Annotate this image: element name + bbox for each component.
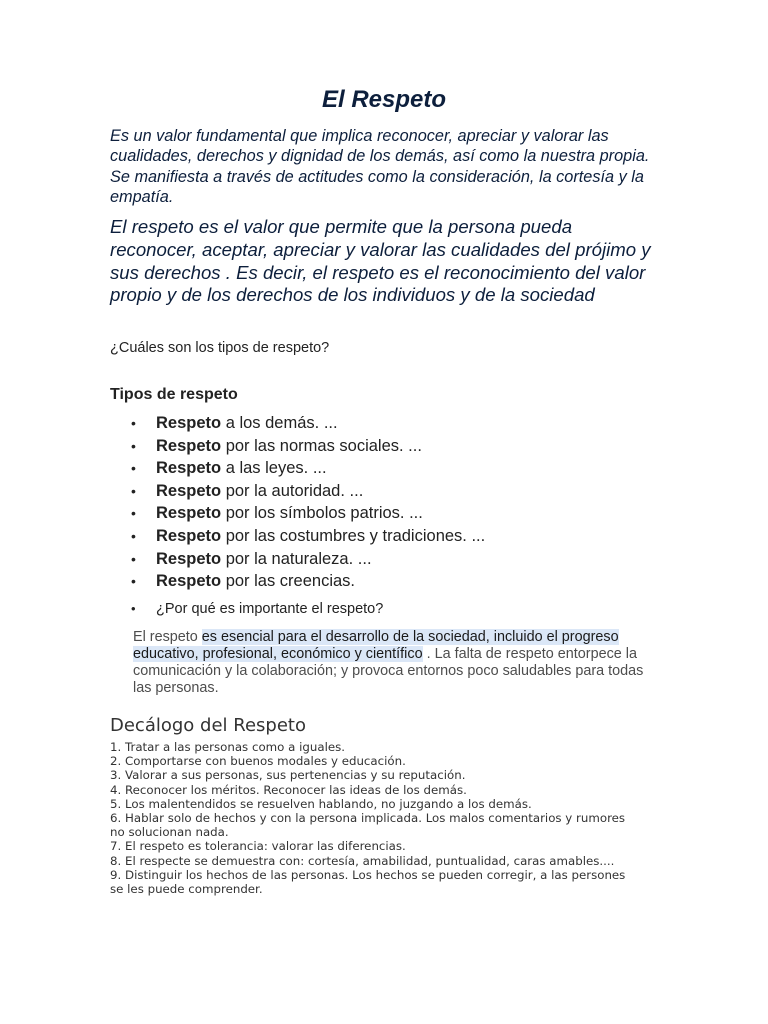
list-item (156, 502, 656, 525)
list-item (156, 525, 656, 548)
definition-paragraph: El respeto es el valor que permite que la persona pueda reconocer, aceptar, apreciar y valorar las cualidades del prójimo y sus derechos . Es decir, el respeto es el reconocimiento del valor propio y de los derechos de los individuos y de la sociedad (110, 216, 651, 306)
list-item (156, 570, 656, 593)
list-item-bold: Respeto (156, 436, 222, 455)
list-item-bold: Respeto (156, 549, 222, 568)
importance-paragraph (133, 629, 663, 697)
page-title: El Respeto (321, 86, 447, 113)
importance-suffix: . La falta de respeto entorpece la comunicación y la colaboración; y provoca entornos poco saludables para todas las personas. (133, 646, 644, 696)
list-item-text: por la autoridad. ... (221, 481, 364, 500)
list-item (156, 435, 656, 458)
list-item-bold: Respeto (156, 414, 222, 432)
decalogo-item: 6. Hablar solo de hechos y con la persona implicada. Los malos comentarios y rumores no solucionan nada. (110, 811, 626, 840)
decalogo-item: 7. El respeto es tolerancia: valorar las diferencias. (110, 839, 406, 854)
decalogo-item: 9. Distinguir los hechos de las personas. Los hechos se pueden corregir, a las persones se les puede comprender. (110, 867, 626, 897)
decalogo-heading: Decálogo del Respeto (110, 715, 306, 736)
list-item-text: por la naturaleza. ... (221, 549, 372, 568)
decalogo-item: 2. Comportarse con buenos modales y educación. (110, 754, 406, 769)
types-heading: Tipos de respeto (110, 386, 238, 403)
list-item (156, 457, 656, 480)
intro-paragraph: Es un valor fundamental que implica reconocer, apreciar y valorar las cualidades, derechos y dignidad de los demás, así como la nuestra propia. Se manifiesta a través de actitudes como la consideración, la cortesía y la empatía. (110, 127, 650, 206)
decalogo-item: 5. Los malentendidos se resuelven hablando, no juzgando a los demás. (110, 796, 532, 811)
importance-question: • ¿Por qué es importante el respeto? (156, 601, 383, 617)
list-item (156, 412, 656, 435)
decalogo-list (110, 740, 630, 896)
types-question: ¿Cuáles son los tipos de respeto? (110, 340, 330, 356)
types-list (156, 412, 656, 593)
list-item-text: por las creencias. (221, 572, 356, 591)
list-item (156, 548, 656, 571)
list-item-text: por los símbolos patrios. ... (221, 504, 423, 523)
list-item-text: por las costumbres y tradiciones. ... (221, 526, 486, 545)
decalogo-item: 4. Reconocer los méritos. Reconocer las ideas de los demás. (110, 782, 467, 797)
list-item-bold: Respeto (156, 572, 222, 591)
list-item-bold: Respeto (156, 459, 222, 478)
importance-prefix: El respeto (133, 629, 202, 645)
decalogo-item: 3. Valorar a sus personas, sus pertenencias y su reputación. (110, 768, 466, 783)
list-item-bold: Respeto (156, 504, 222, 523)
list-item-bold: Respeto (156, 526, 222, 545)
importance-highlight: es esencial para el desarrollo de la sociedad, incluido el progreso educativo, profesional, económico y científico (133, 629, 619, 662)
list-item-text: por las normas sociales. ... (221, 436, 422, 455)
decalogo-item: 1. Tratar a las personas como a iguales. (110, 740, 345, 754)
list-item-bold: Respeto (156, 481, 222, 500)
list-item-text: a los demás. ... (221, 414, 338, 432)
list-item-text: a las leyes. ... (221, 459, 327, 478)
list-item (156, 480, 656, 503)
decalogo-item: 8. El respecte se demuestra con: cortesía, amabilidad, puntualidad, caras amables.... (110, 853, 615, 868)
